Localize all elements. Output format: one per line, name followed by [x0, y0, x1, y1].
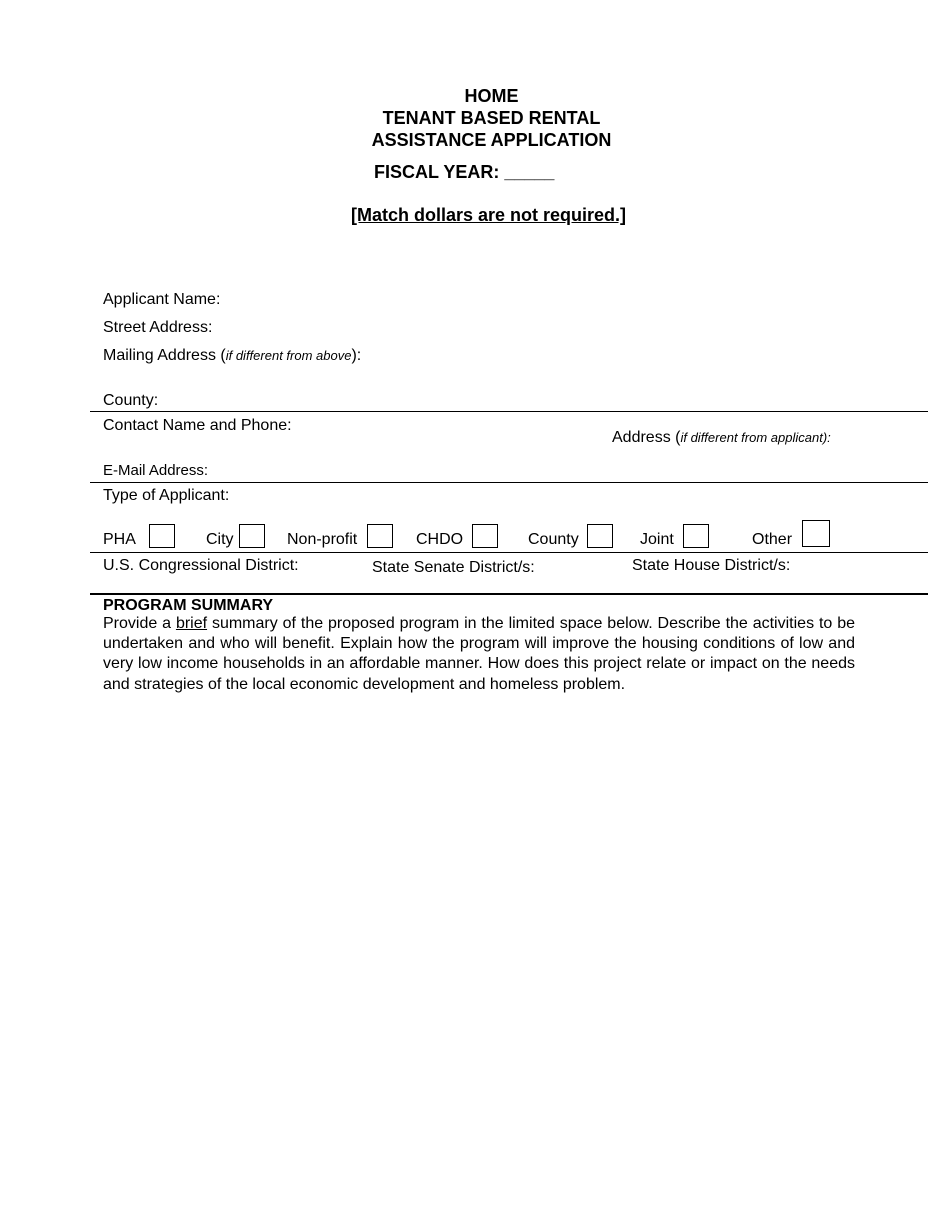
congressional-district-label: U.S. Congressional District:	[103, 557, 299, 574]
applicant-type-label: Type of Applicant:	[103, 487, 230, 504]
header-title-application: ASSISTANCE APPLICATION	[371, 130, 612, 150]
program-summary-heading: PROGRAM SUMMARY	[103, 597, 274, 614]
summary-text-start: Provide a	[103, 615, 176, 632]
house-district-label: State House District/s:	[632, 557, 791, 574]
email-address-label: E-Mail Address:	[103, 462, 209, 479]
header-title-home: HOME	[464, 86, 519, 106]
option-county-label: County	[528, 531, 579, 548]
county-label: County:	[103, 392, 159, 409]
option-chdo-label: CHDO	[416, 531, 464, 548]
header-title-tbra: TENANT BASED RENTAL	[382, 108, 601, 128]
joint-checkbox[interactable]	[683, 524, 709, 548]
option-nonprofit-label: Non-profit	[287, 531, 358, 548]
mailing-address-suffix: ):	[351, 347, 362, 364]
mailing-address-note: if different from above	[225, 348, 352, 363]
street-address-label: Street Address:	[103, 319, 213, 336]
summary-text-rest: summary of the proposed program in the limited space below. Describe the activities to be undertaken and who will benefit. Explain how the program will improve the housing conditions of low and very low income households in an affordable manner. How does this project relate or impact on the needs and strategies of the local economic development and homeless problem.	[103, 615, 855, 693]
program-summary-instructions	[103, 614, 855, 695]
divider-3	[90, 552, 928, 553]
contact-address-note: if different from applicant):	[680, 430, 831, 445]
divider-4	[90, 593, 928, 595]
option-pha-label: PHA	[103, 531, 136, 548]
option-other-label: Other	[752, 531, 793, 548]
applicant-name-label: Applicant Name:	[103, 291, 221, 308]
contact-address-prefix: Address (	[612, 429, 681, 446]
contact-name-phone-label: Contact Name and Phone:	[103, 417, 292, 434]
chdo-checkbox[interactable]	[472, 524, 498, 548]
pha-checkbox[interactable]	[149, 524, 175, 548]
summary-brief-emphasis: brief	[175, 615, 208, 632]
nonprofit-checkbox[interactable]	[367, 524, 393, 548]
mailing-address-prefix: Mailing Address (	[103, 347, 226, 364]
mailing-address-label	[103, 346, 361, 366]
match-dollars-note: [Match dollars are not required.]	[351, 205, 627, 225]
option-joint-label: Joint	[640, 531, 674, 548]
contact-address-label	[612, 428, 831, 448]
fiscal-year-label: FISCAL YEAR: _____	[374, 162, 555, 182]
divider-1	[90, 411, 928, 412]
city-checkbox[interactable]	[239, 524, 265, 548]
other-checkbox[interactable]	[802, 520, 830, 547]
option-city-label: City	[206, 531, 234, 548]
senate-district-label: State Senate District/s:	[372, 559, 535, 576]
county-checkbox[interactable]	[587, 524, 613, 548]
divider-2	[90, 482, 928, 483]
